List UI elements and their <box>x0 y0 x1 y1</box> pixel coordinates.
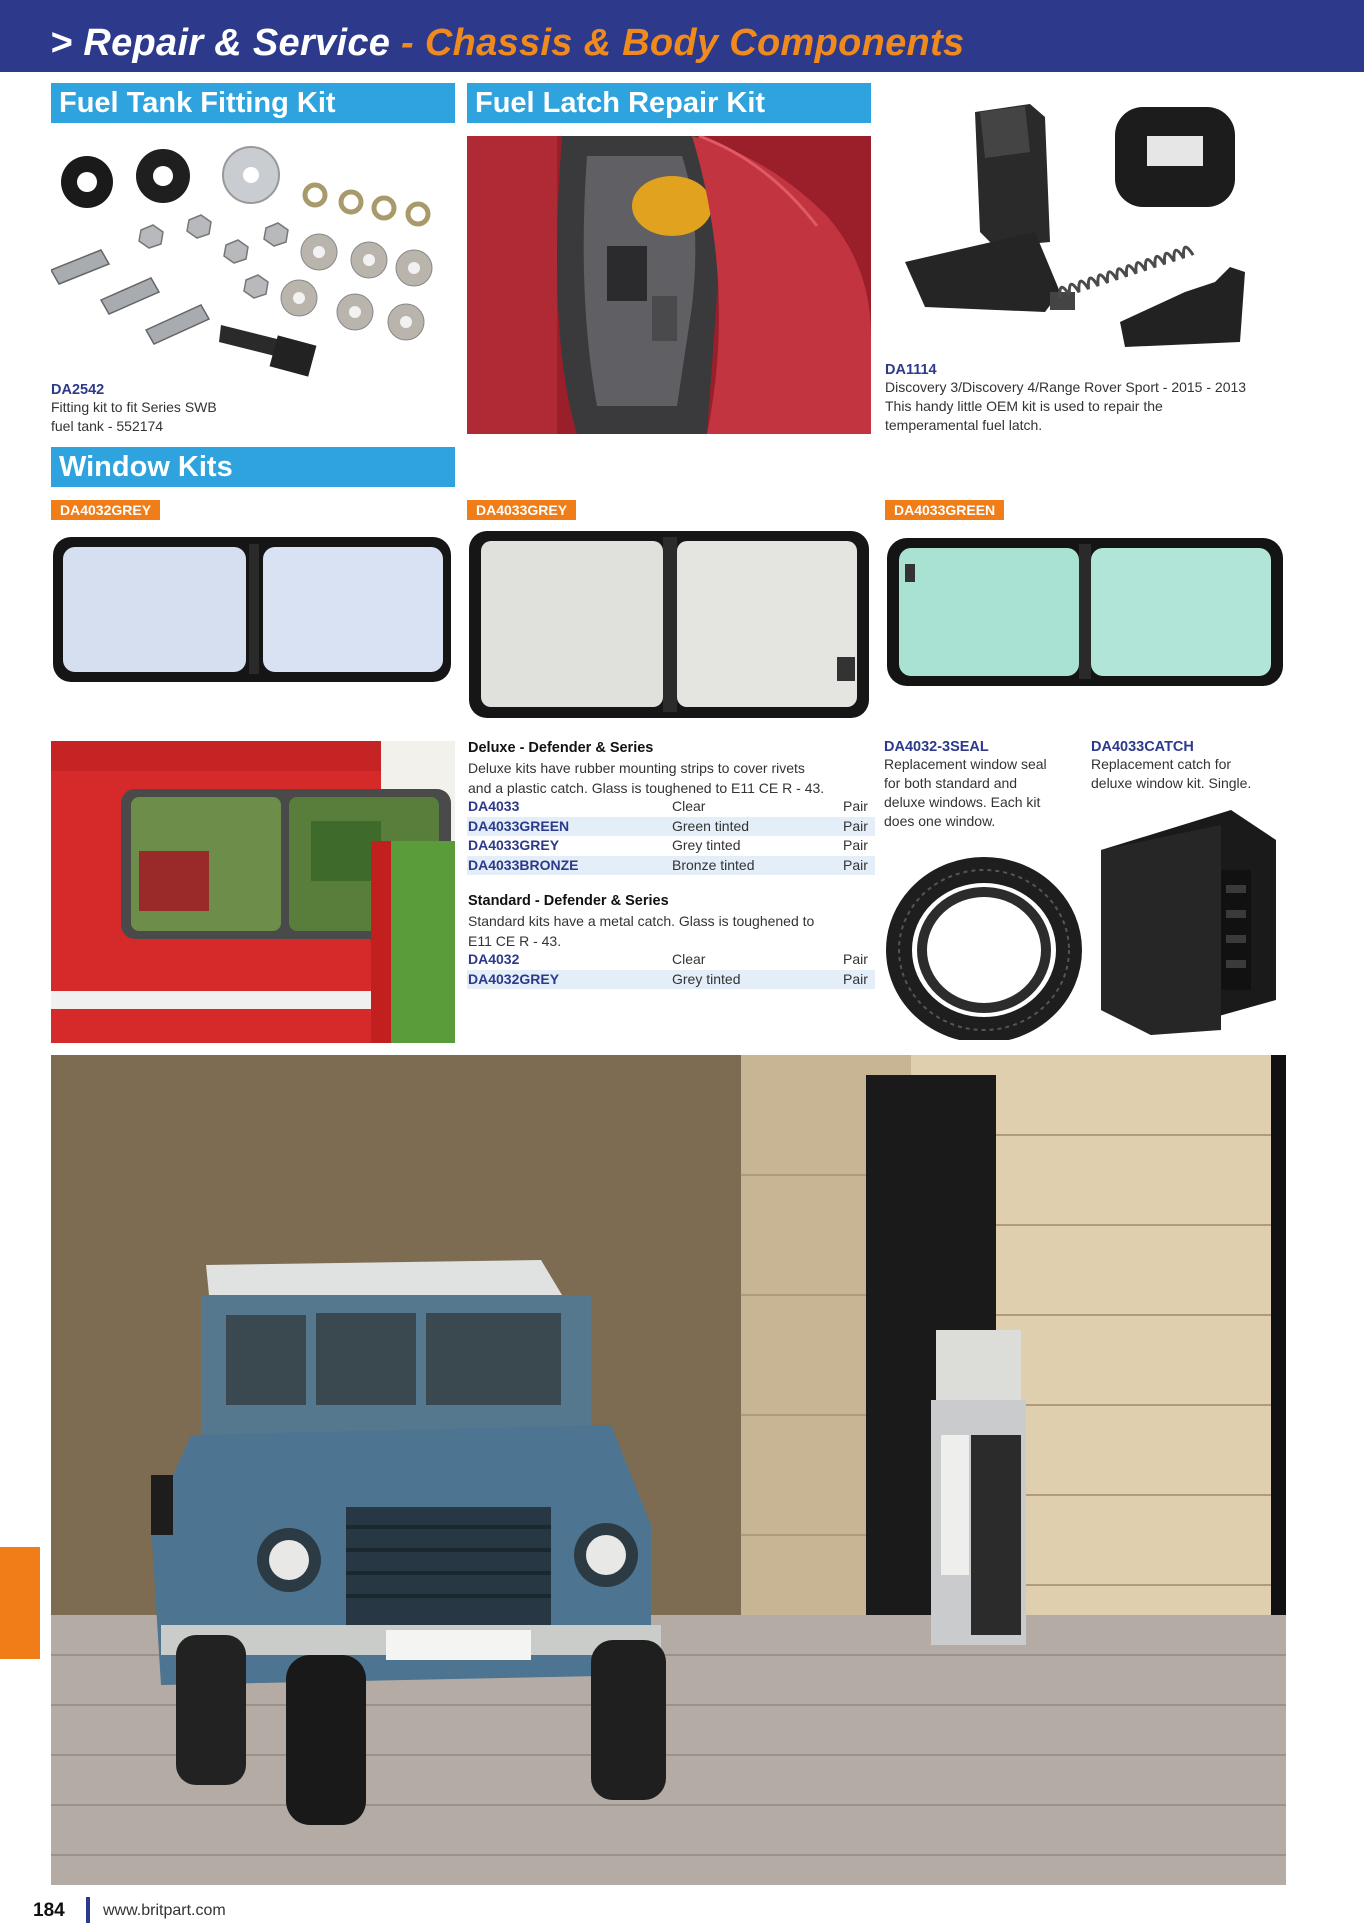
part-code: DA4033 <box>468 798 520 814</box>
part-code: DA4033BRONZE <box>468 856 579 873</box>
section-heading-window-kits: Window Kits <box>51 447 455 487</box>
deluxe-table <box>467 797 875 875</box>
fuel-latch-photo <box>467 136 871 434</box>
product-tag: DA4033GREY <box>467 500 576 520</box>
desc-line: Deluxe kits have rubber mounting strips to cover rivets <box>468 760 805 776</box>
desc-line: and a plastic catch. Glass is toughened to E11 CE R - 43. <box>468 779 825 796</box>
window-installed-photo <box>51 741 455 1043</box>
window-catch-image <box>1091 800 1286 1040</box>
table-row <box>467 970 875 990</box>
table-row <box>467 836 875 856</box>
product-desc-line: temperamental fuel latch. <box>885 417 1043 433</box>
part-desc: Grey tinted <box>672 970 741 987</box>
window-kit-image-da4033green <box>885 532 1285 692</box>
fuel-tank-kit-info <box>51 382 455 436</box>
part-desc: Bronze tinted <box>672 856 755 873</box>
page-number: 184 <box>33 1900 65 1921</box>
table-row <box>467 797 875 817</box>
page-title <box>50 22 964 65</box>
product-desc-line: Replacement catch for <box>1091 756 1232 772</box>
page-header-bar <box>0 0 1364 72</box>
product-code: DA1114 <box>885 362 937 378</box>
page-title-sub: - Chassis & Body Components <box>390 22 965 64</box>
product-desc-line: fuel tank - 552174 <box>51 418 164 434</box>
product-code: DA2542 <box>51 382 105 398</box>
part-unit: Pair <box>843 798 868 814</box>
product-code: DA4032-3SEAL <box>884 739 989 755</box>
catch-info <box>1091 739 1291 793</box>
part-code: DA4032GREY <box>468 970 560 987</box>
deluxe-title: Deluxe - Defender & Series <box>468 740 654 756</box>
standard-table <box>467 950 875 989</box>
section-heading-fuel-tank: Fuel Tank Fitting Kit <box>51 83 455 123</box>
product-desc-line: does one window. <box>884 813 996 829</box>
product-tag: DA4032GREY <box>51 500 160 520</box>
window-kit-image-da4033grey <box>467 527 871 722</box>
standard-title: Standard - Defender & Series <box>468 893 669 909</box>
part-desc: Clear <box>672 798 706 814</box>
page-title-main: > Repair & Service <box>50 22 391 64</box>
product-desc-line: for both standard and <box>884 775 1018 791</box>
footer-url[interactable]: www.britpart.com <box>103 1902 226 1919</box>
product-desc-line: Discovery 3/Discovery 4/Range Rover Sport - 2015 - 2013 <box>885 379 1247 395</box>
table-row <box>467 950 875 970</box>
table-row <box>467 856 875 876</box>
fuel-latch-info <box>885 362 1285 435</box>
product-tag: DA4033GREEN <box>885 500 1004 520</box>
part-desc: Green tinted <box>672 817 750 834</box>
page-footer <box>0 1897 400 1923</box>
fuel-tank-kit-image <box>51 130 455 380</box>
window-seal-image <box>884 850 1084 1040</box>
part-unit: Pair <box>843 817 868 834</box>
deluxe-desc <box>468 759 873 798</box>
window-kit-image-da4032grey <box>51 532 455 692</box>
product-desc-line: deluxe windows. Each kit <box>884 794 1041 810</box>
table-row <box>467 817 875 837</box>
part-code: DA4032 <box>468 951 520 967</box>
part-code: DA4033GREY <box>468 837 560 853</box>
part-code: DA4033GREEN <box>468 817 570 834</box>
desc-line: Standard kits have a metal catch. Glass is toughened to <box>468 913 815 929</box>
product-desc-line: deluxe window kit. Single. <box>1091 775 1252 791</box>
part-desc: Clear <box>672 951 706 967</box>
part-unit: Pair <box>843 970 868 987</box>
seal-info <box>884 739 1084 831</box>
part-unit: Pair <box>843 837 868 853</box>
part-desc: Grey tinted <box>672 837 741 853</box>
product-desc-line: This handy little OEM kit is used to repair the <box>885 398 1163 414</box>
standard-desc <box>468 912 873 951</box>
part-unit: Pair <box>843 856 868 873</box>
product-desc-line: Replacement window seal <box>884 756 1047 772</box>
footer-divider <box>86 1897 90 1923</box>
section-heading-fuel-latch: Fuel Latch Repair Kit <box>467 83 871 123</box>
defender-photo <box>51 1055 1286 1885</box>
desc-line: E11 CE R - 43. <box>468 932 562 949</box>
fuel-latch-parts-image <box>885 92 1285 362</box>
part-unit: Pair <box>843 951 868 967</box>
product-desc-line: Fitting kit to fit Series SWB <box>51 399 217 415</box>
side-chapter-tab <box>0 1547 40 1659</box>
product-code: DA4033CATCH <box>1091 739 1194 755</box>
